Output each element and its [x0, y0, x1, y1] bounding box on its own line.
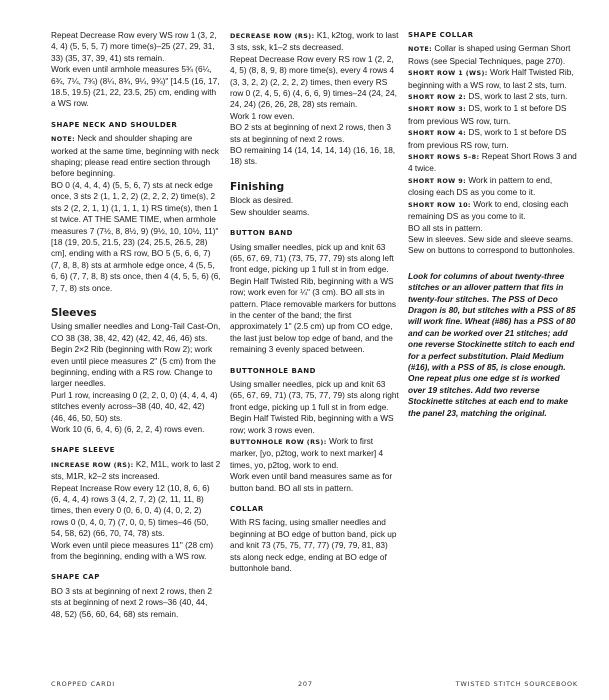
section-heading: BUTTONHOLE BAND [230, 366, 316, 375]
paragraph: Begin Half Twisted Rib, beginning with a WS row; work 3 rows even. [230, 413, 394, 435]
row-text: DS, work to 1 st before DS from previous WS row, turn. [408, 103, 567, 126]
column-2 [230, 30, 400, 574]
row-instruction [408, 199, 578, 223]
paragraph: Repeat Decrease Row every RS row 1 (2, 2, 4, 5) (8, 8, 9, 8) more time(s), every 4 rows 4 (3, 3, 2, 2) (2, 2, 2, 2) times, then every RS row 0 (2, 4, 5, 6) (4, 6, 6, 9) times–24 (24, 24, 24, 24) (26, 26, 28, 28) sts remain. [230, 53, 397, 110]
row-label: SHORT ROW 9: [408, 176, 467, 185]
page-number: 207 [298, 680, 313, 688]
note-label: NOTE: [408, 45, 433, 54]
row-text: Work Half Twisted Rib, beginning with a WS row, to last 2 sts, turn. [408, 67, 574, 90]
paragraph: Work even until piece measures 11" (28 cm) from the beginning, ending with a WS row. [51, 539, 214, 562]
row-label: SHORT ROW 4: [408, 129, 467, 138]
section-heading: COLLAR [230, 505, 264, 514]
paragraph: Block as desired. [230, 195, 294, 206]
paragraph: BO 2 sts at beginning of next 2 rows, then 3 sts at beginning of next 2 rows. [230, 122, 391, 144]
section-heading: SHAPE NECK AND SHOULDER [51, 120, 178, 129]
row-label: INCREASE ROW (RS): [51, 460, 134, 469]
row-instruction [408, 151, 578, 175]
column-1 [51, 30, 221, 620]
paragraph: Begin Half Twisted Rib, beginning with a WS row; work even for ¼" (3 cm). BO all sts in pattern. Place removable markers for buttons in the center of the band; the first approximately 1" (2.5 cm) up from CO edge, the last just below top edge of band, and the remaining 3 evenly spaced between. [230, 275, 397, 355]
column-3 [408, 30, 578, 419]
row-text: Repeat Short Rows 3 and 4 twice. [408, 151, 577, 174]
row-text: DS, work to last 2 sts, turn. [466, 91, 568, 102]
note-paragraph [408, 43, 578, 67]
paragraph: Using smaller needles, pick up and knit 63 (65, 67, 69, 71) (73, 75, 77, 79) sts along right front edge, picking up 1 full st in from edge. [230, 378, 399, 412]
row-text: Work in pattern to end, closing each DS as you come to it. [408, 174, 553, 198]
paragraph: Repeat Increase Row every 12 (10, 8, 6, 6) (6, 4, 4, 4) rows 3 (4, 2, 7, 2) (2, 11, 11, 8) times, then every 0 (0, 6, 0, 4) (4, 0, 2, 2) rows 0 (0, 4, 0, 7) (7, 0, 0, 5) times–46 (50, 54, 58, 62) (66, 70, 74, 78) sts. [51, 482, 210, 539]
row-label: SHORT ROW 10: [408, 200, 471, 209]
row-label: DECREASE ROW (RS): [230, 32, 315, 40]
note-paragraph [51, 133, 221, 180]
row-label: BUTTONHOLE ROW (RS): [230, 438, 327, 446]
note-label: NOTE: [51, 135, 76, 144]
row-text: K1, k2tog, work to last 3 sts, ssk, k1–2 sts decreased. [230, 30, 399, 53]
paragraph: Using smaller needles and Long-Tail Cast-On, CO 38 (38, 38, 42, 42) (42, 42, 46, 46) sts. [51, 321, 221, 343]
row-text: Work to first marker, [yo, p2tog, work to next marker] 4 times, yo, p2tog, work to end. [230, 436, 384, 470]
row-label: SHORT ROW 2: [408, 93, 467, 102]
section-heading: SHAPE COLLAR [408, 31, 474, 39]
paragraph: Purl 1 row, increasing 0 (2, 2, 0, 0) (4, 4, 4, 4) stitches evenly across–38 (40, 40, 42, 42) (46, 46, 50, 50) sts. [51, 389, 218, 423]
paragraph: BO 3 sts at beginning of next 2 rows, then 2 sts at beginning of next 2 rows–36 (40, 44, 48, 52) (56, 60, 64, 68) sts remain. [51, 585, 212, 619]
section-heading: SHAPE SLEEVE [51, 446, 115, 455]
row-instruction [51, 459, 221, 483]
row-label: SHORT ROW 1 (WS): [408, 69, 488, 78]
paragraph: With RS facing, using smaller needles and beginning at BO edge of button band, pick up and knit 73 (75, 75, 77, 77) (79, 79, 81, 83) sts along neck edge, ending at BO edge of buttonhole band. [230, 517, 397, 574]
substitution-note: Look for columns of about twenty-three stitches or an allover pattern that fits in twenty-four stitches. The PSS of Deco Dragon is 80, but stitches with a PSS of 85 will work fine. Wheat (#86) has a PSS of 80 and can be worked over 21 stitches; add one reverse Stockinette stitch to each end for a perfect substitution. Plaid Medium (#16), with a PSS of 85, is close enough. One repeat plus one edge st is worked over 19 stitches. Add two reverse Stockinette stitches at each end to make the panel 23, matching the original. [408, 270, 576, 418]
paragraph: Work 10 (6, 6, 4, 6) (6, 2, 2, 4) rows even. [51, 424, 205, 434]
footer-book-title: TWISTED STITCH SOURCEBOOK [455, 680, 578, 688]
paragraph: BO all sts in pattern. [408, 222, 483, 233]
footer-pattern-name: CROPPED CARDI [51, 680, 116, 688]
paragraph: BO 0 (4, 4, 4, 4) (5, 5, 6, 7) sts at neck edge once, 3 sts 2 (1, 1, 2, 2) (2, 2, 2, 2) time(s), 2 sts 2 (2, 2, 1, 1) (1, 1, 1, 1) RS time(s), then 1 st twice. AT THE SAME TIME, when armhole measures 7 (7½, 8, 8½, 9) (9½, 10, 10½, 11)" [18 (19, 20.5, 21.5, 23) (24, 25.5, 26.5, 28) cm], ending with a RS row, BO 5 (5, 6, 6, 7) (7, 8, 8, 8) sts at armhole edge once, 4 (5, 5, 6, 6) (7, 7, 8, 8) sts once, then 4 (4, 5, 5, 6) (6, 7, 7, 8) sts once. [51, 179, 221, 293]
paragraph: Work even until band measures same as for button band. BO all sts in pattern. [230, 471, 393, 493]
section-heading: BUTTON BAND [230, 229, 293, 238]
row-text: Work to end, closing each remaining DS as you come to it. [408, 198, 569, 222]
paragraph: BO remaining 14 (14, 14, 14, 14) (16, 16, 18, 18) sts. [230, 145, 396, 167]
note-text: Collar is shaped using German Short Rows (see Special Techniques, page 270). [408, 43, 571, 66]
row-instruction [230, 30, 400, 54]
row-text: DS, work to 1 st before DS from previous RS row, turn. [408, 127, 567, 150]
paragraph: Begin 2×2 Rib (beginning with Row 2); work even until piece measures 2" (5 cm) from the beginning, ending with a RS row. Change to larger needles. [51, 344, 216, 389]
row-instruction [408, 103, 578, 127]
row-instruction [408, 175, 578, 199]
section-title: Sleeves [51, 306, 97, 319]
row-label: SHORT ROWS 5–8: [408, 153, 480, 162]
section-heading: SHAPE CAP [51, 573, 100, 582]
row-text: K2, M1L, work to last 2 sts, M1R, k2–2 sts increased. [51, 458, 221, 482]
row-instruction [408, 127, 578, 151]
paragraph: Sew in sleeves. Sew side and sleeve seams. Sew on buttons to correspond to buttonholes. [408, 233, 575, 256]
paragraph: Sew shoulder seams. [230, 206, 310, 217]
row-instruction [408, 67, 578, 91]
paragraph: Work 1 row even. [230, 110, 295, 121]
paragraph: Using smaller needles, pick up and knit 63 (65, 67, 69, 71) (73, 75, 77, 79) sts along left front edge, picking up 1 full st in from edge. [230, 241, 394, 275]
row-instruction [408, 91, 578, 103]
row-label: SHORT ROW 3: [408, 105, 467, 114]
note-text: Neck and shoulder shaping are worked at the same time, beginning with neck shaping; please read entire section through before beginning. [51, 133, 219, 179]
paragraph: Work even until armhole measures 5¾ (6¼, 6¾, 7¼, 7¾) (8¼, 8¾, 9¼, 9¾)" [14.5 (16, 17, 18.5, 19.5) (21, 22, 23.5, 25) cm, ending with a WS row. [51, 64, 220, 109]
paragraph: Repeat Decrease Row every WS row 1 (3, 2, 4, 4) (5, 5, 5, 7) more time(s)–25 (27, 29, 31, 33) (35, 37, 39, 41) sts remain. [51, 30, 217, 63]
section-title: Finishing [230, 180, 285, 193]
row-instruction [230, 436, 400, 471]
